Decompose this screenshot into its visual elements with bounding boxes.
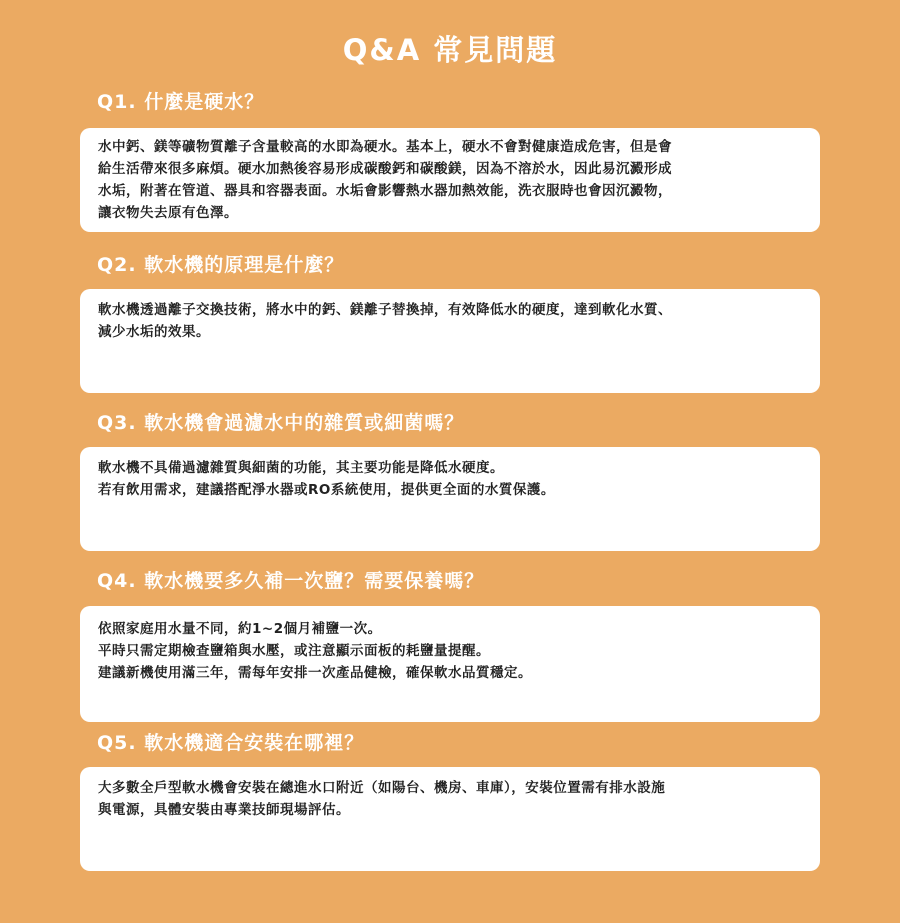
answer-box-2 (80, 289, 820, 393)
page-title: Q&A 常見問題 (342, 33, 558, 67)
answer-1-line-3: 水垢，附著在管道、器具和容器表面。水垢會影響熱水器加熱效能，洗衣服時也會因沉澱物， (98, 183, 672, 199)
answer-box-1 (80, 128, 820, 232)
question-3: Q3. 軟水機會過濾水中的雜質或細菌嗎？ (97, 412, 465, 434)
answer-2-line-1: 軟水機透過離子交換技術，將水中的鈣、鎂離子替換掉，有效降低水的硬度，達到軟化水質、 (98, 302, 672, 318)
faq-item-2 (80, 251, 820, 393)
faq-item-5 (80, 729, 820, 871)
answer-box-5 (80, 767, 820, 871)
answer-4-line-1: 依照家庭用水量不同，約1~2個月補鹽一次。 (98, 621, 382, 637)
answer-box-4 (80, 606, 820, 722)
answer-1-line-1: 水中鈣、鎂等礦物質離子含量較高的水即為硬水。基本上，硬水不會對健康造成危害，但是會 (98, 139, 672, 155)
answer-5-line-2: 與電源，具體安裝由專業技師現場評估。 (98, 802, 350, 818)
answer-1-line-2: 給生活帶來很多麻煩。硬水加熱後容易形成碳酸鈣和碳酸鎂，因為不溶於水，因此易沉澱形成 (98, 161, 672, 177)
answer-box-3 (80, 447, 820, 551)
faq-item-4 (80, 567, 820, 722)
answer-4-line-3: 建議新機使用滿三年，需每年安排一次產品健檢，確保軟水品質穩定。 (98, 665, 532, 681)
faq-item-1 (80, 88, 820, 232)
question-5: Q5. 軟水機適合安裝在哪裡？ (97, 732, 365, 754)
answer-4-line-2: 平時只需定期檢查鹽箱與水壓，或注意顯示面板的耗鹽量提醒。 (98, 643, 490, 659)
question-1: Q1. 什麼是硬水？ (97, 91, 265, 113)
question-4: Q4. 軟水機要多久補一次鹽？需要保養嗎？ (97, 570, 485, 592)
answer-2-line-2: 減少水垢的效果。 (98, 324, 210, 340)
answer-3-line-1: 軟水機不具備過濾雜質與細菌的功能，其主要功能是降低水硬度。 (98, 460, 504, 476)
answer-3-line-2: 若有飲用需求，建議搭配淨水器或RO系統使用，提供更全面的水質保護。 (98, 482, 555, 498)
answer-5-line-1: 大多數全戶型軟水機會安裝在總進水口附近（如陽台、機房、車庫），安裝位置需有排水設施 (98, 780, 666, 796)
faq-item-3 (80, 409, 820, 551)
question-2: Q2. 軟水機的原理是什麼？ (97, 254, 345, 276)
answer-1-line-4: 讓衣物失去原有色澤。 (98, 205, 238, 221)
